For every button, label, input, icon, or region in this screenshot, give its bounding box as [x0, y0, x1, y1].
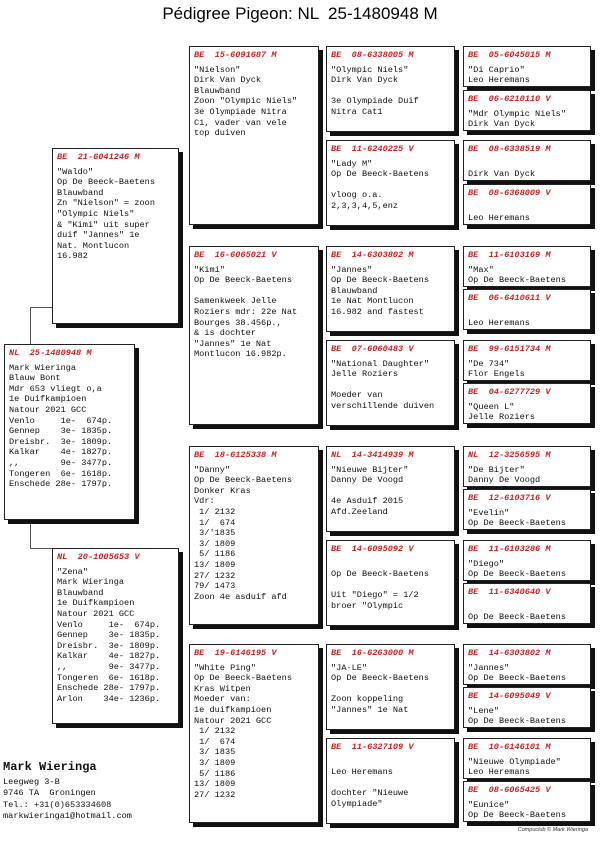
pigeon-card-dam[interactable] [52, 548, 179, 724]
credit-text: Compuclub © Mark Wieringa [517, 827, 588, 833]
pigeon-details: "JA-LE" Op De Beeck-Baetens Zoon koppeling "Jannes" 1e Nat [331, 662, 429, 715]
pigeon-details: Dirk Van Dyck [468, 169, 536, 180]
pigeon-details: "Di Caprio" Leo Heremans [468, 64, 530, 86]
pigeon-details: "Mdr Olympic Niels" Dirk Van Dyck [468, 108, 566, 130]
pigeon-card-dam-sire[interactable] [189, 446, 319, 625]
ring-number: BE 21-6041246 M [57, 152, 140, 162]
ring-number: BE 08-6368009 V [468, 188, 551, 198]
pigeon-details: "Diego" Op De Beeck-Baetens [468, 558, 566, 580]
pigeon-details: "Nieuwe Olympiade" Leo Heremans [468, 756, 561, 778]
pigeon-card-ssd[interactable] [326, 140, 455, 226]
pigeon-details: Leo Heremans dochter "Nieuwe Olympiade" [331, 767, 409, 809]
breeder-info [3, 760, 132, 822]
pigeon-details: "Max" Op De Beeck-Baetens [468, 264, 566, 286]
page-title: Pédigree Pigeon: NL 25-1480948 M [162, 4, 438, 23]
connector-line [30, 548, 52, 549]
pigeon-details: Leo Heremans [468, 213, 530, 224]
pigeon-details: "Queen L" Jelle Roziers [468, 401, 536, 423]
pigeon-details: Leo Heremans [468, 318, 530, 329]
pigeon-card-gen4-14[interactable] [463, 687, 591, 728]
pigeon-card-gen4-11[interactable] [463, 540, 591, 581]
breeder-name: Mark Wieringa [3, 760, 97, 774]
ring-number: BE 18-6125338 M [194, 450, 277, 460]
pigeon-details: "Jannes" Op De Beeck-Baetens Blauwband 1e Nat Montlucon 16.982 and fastest [331, 264, 429, 317]
ring-number: BE 19-6146195 V [194, 648, 277, 658]
pigeon-card-sss[interactable] [326, 46, 455, 132]
pigeon-card-gen4-13[interactable] [463, 644, 591, 685]
pigeon-details: "De Bijter" Danny De Voogd [468, 464, 541, 486]
pigeon-details: "Danny" Op De Beeck-Baetens Donker Kras Vdr: 1/ 2132 1/ 674 3/'1835 3/ 1809 5/ 1186 13/ 1809 27/ 1232 79/ 1473 Zoon 4e asduif afd [194, 464, 292, 602]
pigeon-details: "Olympic Niels" Dirk Van Dyck 3e Olympiade Duif Nitra Cat1 [331, 64, 419, 117]
ring-number: BE 14-6095049 V [468, 691, 551, 701]
ring-number: NL 20-1005653 V [57, 552, 140, 562]
ring-number: BE 08-6065425 V [468, 785, 551, 795]
connector-line [30, 307, 31, 345]
ring-number: BE 14-6303802 M [331, 250, 414, 260]
pigeon-details: "White Ping" Op De Beeck-Baetens Kras Witpen Moeder van: 1e duifkampioen Natour 2021 GCC 1/ 2132 1/ 674 3/ 1835 3/ 1809 5/ 1186 13/ 1809 27/ 1232 [194, 662, 292, 800]
ring-number: BE 11-6103169 M [468, 250, 551, 260]
pigeon-card-gen4-4[interactable] [463, 184, 591, 225]
pigeon-card-dss[interactable] [326, 446, 455, 532]
ring-number: BE 14-6095092 V [331, 544, 414, 554]
pigeon-card-sire[interactable] [52, 148, 179, 324]
pigeon-card-gen4-2[interactable] [463, 90, 591, 131]
pigeon-details: "Lady M" Op De Beeck-Baetens vloog o.a. 2,3,3,4,5,enz [331, 158, 429, 211]
breeder-address: Leegweg 3-B [3, 777, 60, 787]
pigeon-card-dds[interactable] [326, 644, 455, 730]
pigeon-card-sire-dam[interactable] [189, 246, 319, 425]
pigeon-details: Op De Beeck-Baetens Uit "Diego" = 1/2 broer "Olympic [331, 569, 429, 611]
ring-number: BE 06-6410611 V [468, 293, 551, 303]
pigeon-details: Mark Wieringa Blauw Bont Mdr 653 vliegt o,a 1e Duifkampioen Natour 2021 GCC Venlo 1e- 674p. Gennep 3e- 1835p. Dreisbr. 3e- 1809p. Kalkar 4e- 1827p. ,, 9e- 3477p. Tongeren 6e- 1618p. Enschede 28e- 1797p. [9, 362, 113, 490]
pigeon-card-gen4-7[interactable] [463, 340, 591, 381]
ring-number: BE 11-6240225 V [331, 144, 414, 154]
ring-number: BE 04-6277729 V [468, 387, 551, 397]
pigeon-details: "Eunice" Op De Beeck-Baetens [468, 799, 566, 821]
pigeon-details: "Waldo" Op De Beeck-Baetens Blauwband Zn "Nielson" = zoon "Olympic Niels" & "Kimi" uit super duif "Jannes" 1e Nat. Montlucon 16.982 [57, 166, 155, 262]
ring-number: BE 07-6060483 V [331, 344, 414, 354]
ring-number: BE 99-6151734 M [468, 344, 551, 354]
breeder-city: 9746 TA Groningen [3, 788, 96, 799]
pigeon-card-gen4-16[interactable] [463, 781, 591, 822]
pigeon-card-ddd[interactable] [326, 738, 455, 824]
pigeon-details: "Kimi" Op De Beeck-Baetens Samenkweek Jelle Roziers mdr: 22e Nat Bourges 38.456p., & is dochter "Jannes" 1e Nat Montlucon 16.982p. [194, 264, 298, 360]
pigeon-card-gen4-8[interactable] [463, 383, 591, 424]
pigeon-card-subject[interactable] [4, 344, 135, 520]
connector-line [30, 307, 52, 308]
ring-number: BE 06-6210110 V [468, 94, 551, 104]
ring-number: BE 05-6045015 M [468, 50, 551, 60]
pigeon-card-dam-dam[interactable] [189, 644, 319, 823]
ring-number: BE 10-6146101 M [468, 742, 551, 752]
ring-number: NL 25-1480948 M [9, 348, 92, 358]
pigeon-card-gen4-5[interactable] [463, 246, 591, 287]
ring-number: BE 15-6091687 M [194, 50, 277, 60]
breeder-phone: Tel.: +31(0)653334608 [3, 799, 112, 810]
pigeon-card-gen4-1[interactable] [463, 46, 591, 87]
pigeon-details: "National Daughter" Jelle Roziers Moeder van verschillende duiven [331, 358, 435, 411]
pigeon-details: "Nieuwe Bijter" Danny De Voogd 4e Asduif 2015 Afd.Zeeland [331, 464, 409, 517]
pigeon-card-gen4-9[interactable] [463, 446, 591, 487]
ring-number: BE 14-6303802 M [468, 648, 551, 658]
pigeon-details: "Lene" Op De Beeck-Baetens [468, 705, 566, 727]
ring-number: BE 11-6327109 V [331, 742, 414, 752]
pigeon-card-sds[interactable] [326, 246, 455, 332]
pigeon-card-sdd[interactable] [326, 340, 455, 426]
breeder-email[interactable]: markwieringa1@hotmail.com [3, 810, 132, 821]
ring-number: BE 11-6103286 M [468, 544, 551, 554]
pigeon-details: "Jannes" Op De Beeck-Baetens [468, 662, 566, 684]
pigeon-details: "De 734" Flor Engels [468, 358, 525, 380]
pigeon-card-gen4-3[interactable] [463, 140, 591, 181]
pigeon-details: Op De Beeck-Baetens [468, 612, 566, 623]
ring-number: NL 12-3256595 M [468, 450, 551, 460]
ring-number: BE 12-6103716 V [468, 493, 551, 503]
ring-number: NL 14-3414939 M [331, 450, 414, 460]
pigeon-card-gen4-6[interactable] [463, 289, 591, 330]
pigeon-card-gen4-12[interactable] [463, 583, 591, 624]
connector-line [30, 520, 31, 548]
ring-number: BE 16-6065021 V [194, 250, 277, 260]
pigeon-card-sire-sire[interactable] [189, 46, 319, 225]
ring-number: BE 11-6340640 V [468, 587, 551, 597]
pigeon-card-gen4-15[interactable] [463, 738, 591, 779]
pigeon-card-dsd[interactable] [326, 540, 455, 626]
ring-number: BE 08-6338519 M [468, 144, 551, 154]
pigeon-card-gen4-10[interactable] [463, 489, 591, 530]
pigeon-details: "Nielson" Dirk Van Dyck Blauwband Zoon "Olympic Niels" 3e Olympiade Nitra C1, vader van vele top duiven [194, 64, 298, 139]
ring-number: BE 08-6338005 M [331, 50, 414, 60]
pigeon-details: "Evelin" Op De Beeck-Baetens [468, 507, 566, 529]
ring-number: BE 16-6263000 M [331, 648, 414, 658]
pigeon-details: "Zena" Mark Wieringa Blauwband 1e Duifkampioen Natour 2021 GCC Venlo 1e- 674p. Gennep 3e- 1835p. Dreisbr. 3e- 1809p. Kalkar 4e- 1827p. ,, 9e- 3477p. Tongeren 6e- 1618p. Enschede 28e- 1797p. Arlon 34e- 1236p. [57, 566, 161, 704]
